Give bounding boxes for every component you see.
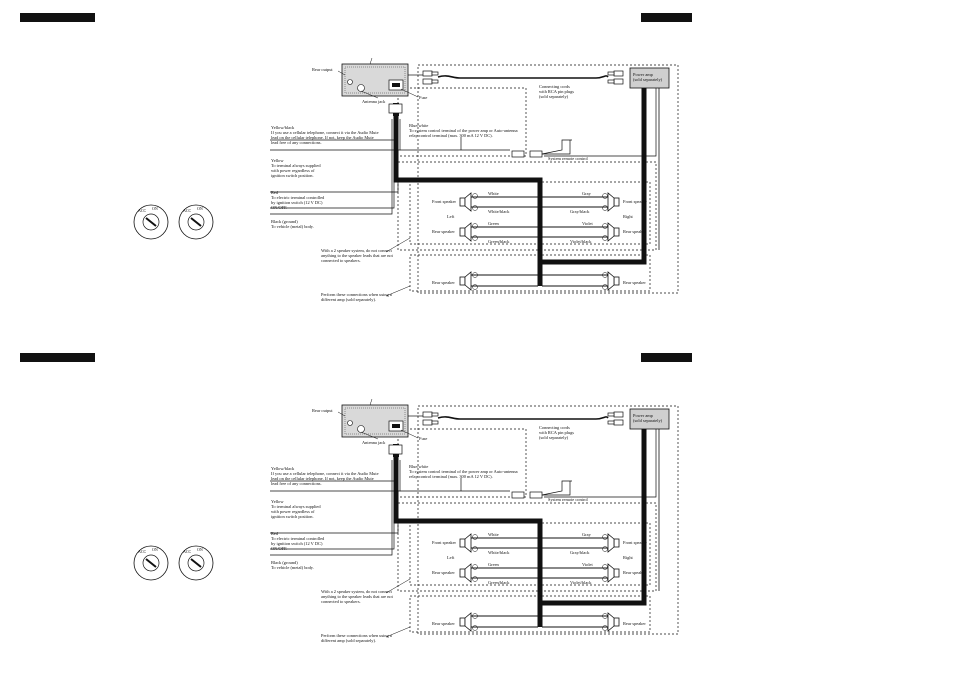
antenna-jack-label: Antenna jack [362,99,386,104]
different-amp-note-1: Perform these connections when using a [321,633,392,638]
gray-black-wire-label: Gray/black [570,209,590,214]
rear-right-speaker-2-icon [608,613,619,631]
rear-output-label: Rear output [312,67,333,72]
blue-white-label-3: relay control terminal (max. 300 mA 12 V DC). [409,133,493,138]
two-speaker-note-3: connected to speakers. [321,258,361,263]
blue-white-label-1: Blue/white [409,464,429,469]
remote-dashed-box [398,429,526,497]
svg-text:ON: ON [152,547,158,552]
head-unit [342,399,408,437]
red-label-4: ON/OFF. [271,205,288,210]
rear-speaker-left-2-label: Rear speaker [432,621,455,626]
yellow-black-label-2: If you use a cellular telephone, connect it via the Audio Mute [271,130,379,135]
rear-right-speaker-icon [608,564,619,582]
front-right-speaker-icon [608,193,619,211]
yellow-label-2: To terminal always supplied [271,504,321,509]
yellow-label-1: Yellow [271,499,284,504]
connecting-cords-label-1: Connecting cords [539,425,570,430]
svg-text:ACC: ACC [183,549,192,554]
rear-right-speaker-label: Rear speaker [623,229,646,234]
white-black-wire-label: White/black [488,550,510,555]
different-amp-note-2: different amp (sold separately). [321,638,377,643]
rca-plugs-left [423,71,438,84]
yellow-black-label-1: Yellow/black [271,466,295,471]
gray-wire-label: Gray [582,532,591,537]
yellow-label-3: with power regardless of [271,168,315,173]
violet-wire-label: Violet [582,562,593,567]
gray-wire-label: Gray [582,191,591,196]
left-label: Left [447,214,455,219]
remote-connector-right [530,151,542,157]
blue-white-label-1: Blue/white [409,123,429,128]
power-amp-label-2: (sold separately) [633,418,663,423]
two-speaker-note-2: anything to the speaker leads that are not [321,594,393,599]
rear-right-speaker-label: Rear speaker [623,570,646,575]
gray-black-wire-label: Gray/black [570,550,590,555]
front-right-speaker-label: Front speaker [623,199,648,204]
front-left-speaker-label: Front speaker [432,540,457,545]
svg-text:ACC: ACC [138,549,147,554]
green-black-wire-label: Green/black [488,580,510,585]
green-wire-label: Green [488,562,499,567]
rca-plugs-left [423,412,438,425]
right-label: Right [623,555,633,560]
antenna-jack-label: Antenna jack [362,440,386,445]
yellow-black-label-4: lead free of any connections. [271,481,322,486]
yellow-label-1: Yellow [271,158,284,163]
svg-text:ON: ON [197,547,203,552]
black-label-2: To vehicle (metal) body. [271,565,314,570]
red-label-2: To electric terminal controlled [271,195,325,200]
fuse-label: Fuse [419,95,428,100]
rear-left-speaker-label: Rear speaker [432,570,455,575]
rear-speaker-right-2-label: Rear speaker [623,621,646,626]
wiring-diagram-top [0,0,954,337]
rca-plugs-right [608,412,623,425]
front-left-speaker-label: Front speaker [432,199,457,204]
violet-black-wire-label: Violet/black [570,239,592,244]
rear-left-speaker-icon [460,564,471,582]
rear-output-label: Rear output [312,408,333,413]
connecting-cords-label-2: with RCA pin plugs [539,430,575,435]
front-left-speaker-icon [460,534,471,552]
rear-right-speaker-icon [608,223,619,241]
connecting-cords-label-3: (sold separately) [539,435,569,440]
yellow-black-label-3: lead on the cellular telephone. If not, keep the Audio Mute [271,476,374,481]
yellow-label-4: ignition switch position. [271,173,314,178]
two-speaker-note-2: anything to the speaker leads that are not [321,253,393,258]
rear-left-speaker-icon [460,223,471,241]
yellow-black-label-3: lead on the cellular telephone. If not, keep the Audio Mute [271,135,374,140]
black-label-1: Black (ground) [271,219,298,224]
power-amp-label-1: Power amp [633,72,653,77]
rear-speaker-left-2-label: Rear speaker [432,280,455,285]
system-remote-control-label: System remote control [548,497,588,502]
ignition-key-icons [134,205,213,239]
front-right-speaker-icon [608,534,619,552]
ignition-key-icons [134,546,213,580]
wiring-diagram-svg [0,0,954,337]
red-label-1: Red [271,531,279,536]
blue-white-label-3: relay control terminal (max. 300 mA 12 V DC). [409,474,493,479]
white-wire-label: White [488,532,499,537]
remote-connector-left [512,151,524,157]
wiring-diagram-bottom [0,341,954,678]
remote-dashed-box [398,88,526,156]
right-label: Right [623,214,633,219]
rca-plugs-right [608,71,623,84]
power-amp-label-2: (sold separately) [633,77,663,82]
red-label-3: by ignition switch (12 V DC) [271,541,323,546]
violet-wire-label: Violet [582,221,593,226]
connecting-cords-label-1: Connecting cords [539,84,570,89]
svg-text:ACC: ACC [138,208,147,213]
white-black-wire-label: White/black [488,209,510,214]
yellow-black-label-1: Yellow/black [271,125,295,130]
yellow-black-label-4: lead free of any connections. [271,140,322,145]
fuse-label: Fuse [419,436,428,441]
front-right-speaker-label: Front speaker [623,540,648,545]
red-label-1: Red [271,190,279,195]
left-label: Left [447,555,455,560]
rear-left-speaker-label: Rear speaker [432,229,455,234]
white-wire-label: White [488,191,499,196]
rear-left-speaker-2-icon [460,613,471,631]
different-amp-note-1: Perform these connections when using a [321,292,392,297]
connecting-cords-label-2: with RCA pin plugs [539,89,575,94]
wiring-diagram-svg-bottom [0,341,954,678]
yellow-label-2: To terminal always supplied [271,163,321,168]
rear-right-speaker-2-icon [608,272,619,290]
remote-connector-right [530,492,542,498]
connecting-cords-label-3: (sold separately) [539,94,569,99]
svg-text:ON: ON [152,206,158,211]
two-speaker-note-1: With a 2 speaker system, do not connect [321,248,392,253]
svg-text:ACC: ACC [183,208,192,213]
black-label-1: Black (ground) [271,560,298,565]
different-amp-note-2: different amp (sold separately). [321,297,377,302]
green-black-wire-label: Green/black [488,239,510,244]
red-label-3: by ignition switch (12 V DC) [271,200,323,205]
front-left-speaker-icon [460,193,471,211]
blue-white-label-2: To system control terminal of the power amp or Auto-antenna [409,469,518,474]
two-speaker-note-1: With a 2 speaker system, do not connect [321,589,392,594]
yellow-label-4: ignition switch position. [271,514,314,519]
rear-speaker-right-2-label: Rear speaker [623,280,646,285]
two-speaker-note-3: connected to speakers. [321,599,361,604]
blue-white-label-2: To system control terminal of the power amp or Auto-antenna [409,128,518,133]
svg-text:ON: ON [197,206,203,211]
system-remote-control-label: System remote control [548,156,588,161]
remote-connector-left [512,492,524,498]
power-amp-label-1: Power amp [633,413,653,418]
rear-left-speaker-2-icon [460,272,471,290]
black-label-2: To vehicle (metal) body. [271,224,314,229]
red-label-2: To electric terminal controlled [271,536,325,541]
violet-black-wire-label: Violet/black [570,580,592,585]
red-label-4: ON/OFF. [271,546,288,551]
yellow-black-label-2: If you use a cellular telephone, connect it via the Audio Mute [271,471,379,476]
head-unit [342,58,408,96]
yellow-label-3: with power regardless of [271,509,315,514]
green-wire-label: Green [488,221,499,226]
